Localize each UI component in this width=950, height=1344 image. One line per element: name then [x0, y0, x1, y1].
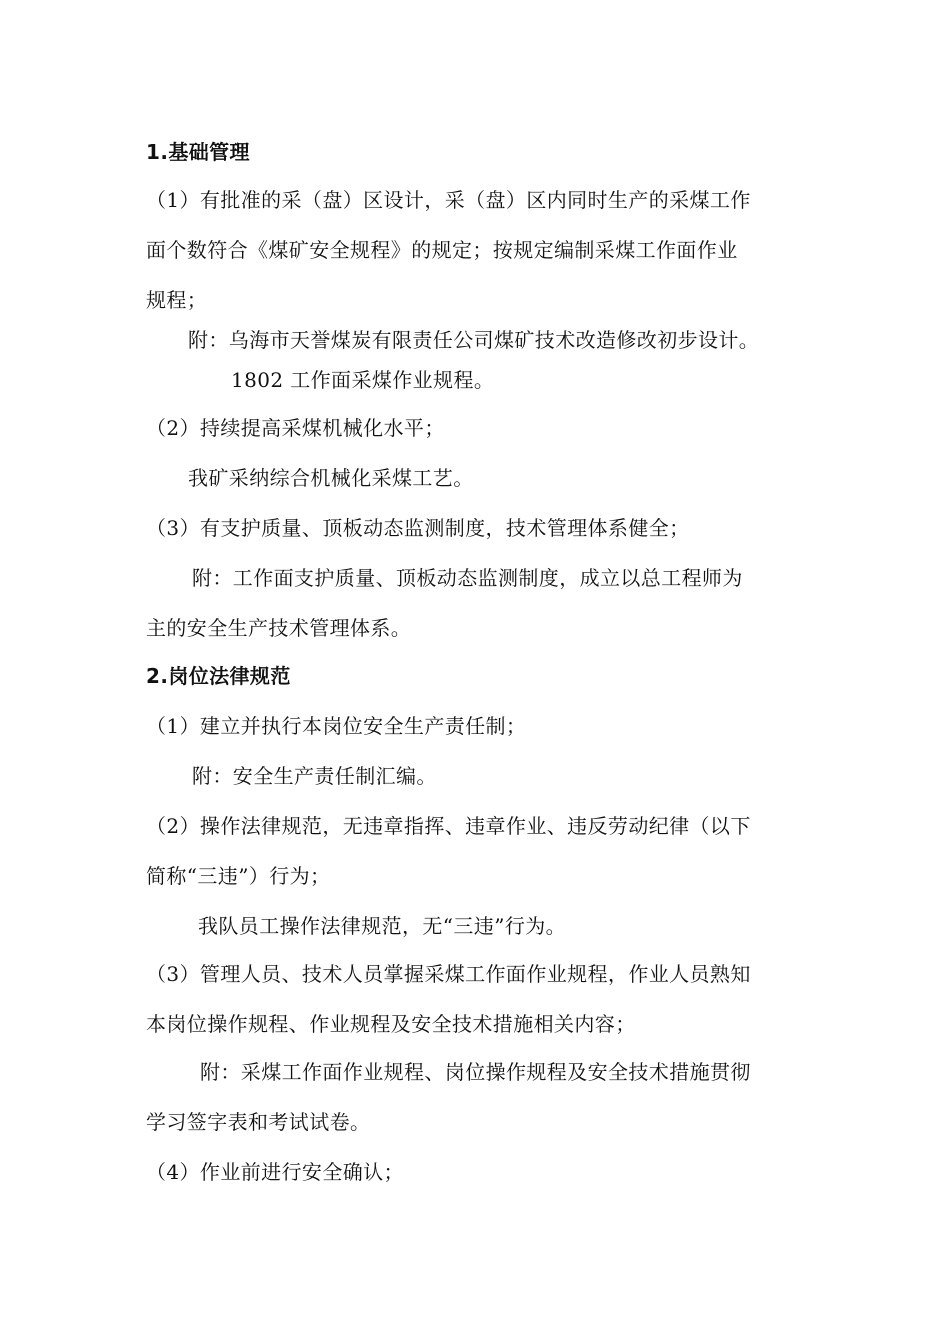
- section2-item2-line2: 简称“三违”）行为；: [146, 864, 331, 888]
- section2-item2-line1: （2）操作法律规范，无违章指挥、违章作业、违反劳动纪律（以下: [146, 814, 751, 838]
- section2-item3-note-line1: 附：采煤工作面作业规程、岗位操作规程及安全技术措施贯彻: [200, 1060, 751, 1084]
- section1-item2: （2）持续提高采煤机械化水平；: [146, 416, 445, 440]
- section2-item3-line1: （3）管理人员、技术人员掌握采煤工作面作业规程，作业人员熟知: [146, 962, 751, 986]
- section2-item1: （1）建立并执行本岗位安全生产责任制；: [146, 714, 527, 738]
- section1-item3-note-line1: 附：工作面支护质量、顶板动态监测制度，成立以总工程师为: [192, 566, 743, 590]
- section2-item2-note: 我队员工操作法律规范，无“三违”行为。: [198, 914, 567, 938]
- section1-heading: 1.基础管理: [146, 140, 250, 164]
- section1-item1-line2: 面个数符合《煤矿安全规程》的规定；按规定编制采煤工作面作业: [146, 238, 738, 262]
- section2-item3-note-line2: 学习签字表和考试试卷。: [146, 1110, 371, 1134]
- section1-item3: （3）有支护质量、顶板动态监测制度，技术管理体系健全；: [146, 516, 690, 540]
- section1-item1-line1: （1）有批准的采（盘）区设计，采（盘）区内同时生产的采煤工作: [146, 188, 751, 212]
- section1-item2-note: 我矿采纳综合机械化采煤工艺。: [188, 466, 474, 490]
- section2-item3-line2: 本岗位操作规程、作业规程及安全技术措施相关内容；: [146, 1012, 636, 1036]
- section2-item4: （4）作业前进行安全确认；: [146, 1160, 404, 1184]
- section2-item1-note: 附：安全生产责任制汇编。: [192, 764, 437, 788]
- section1-item1-note-line2: 1802 工作面采煤作业规程。: [231, 368, 495, 392]
- section1-item3-note-line2: 主的安全生产技术管理体系。: [146, 616, 412, 640]
- section2-heading: 2.岗位法律规范: [146, 664, 291, 688]
- section1-item1-note-line1: 附：乌海市天誉煤炭有限责任公司煤矿技术改造修改初步设计。: [188, 328, 760, 352]
- section1-item1-line3: 规程；: [146, 288, 208, 312]
